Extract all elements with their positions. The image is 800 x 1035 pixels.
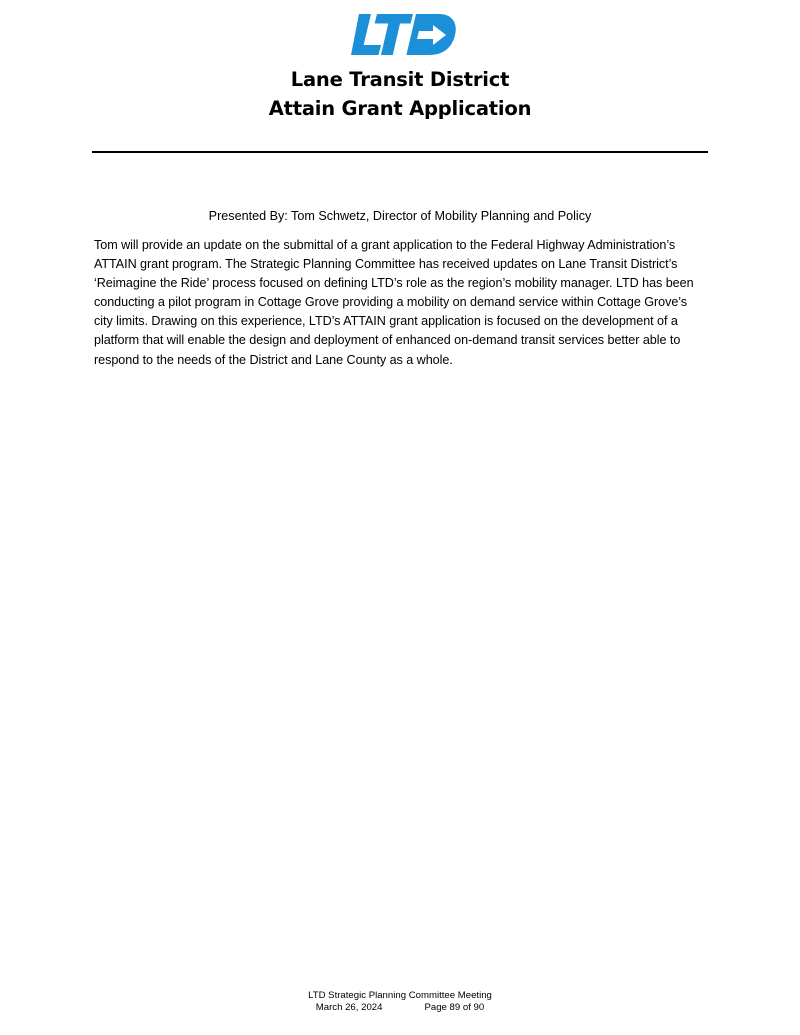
document-title-line-2: Attain Grant Application: [268, 97, 532, 120]
header-divider: [92, 151, 708, 153]
document-title-line-1: Lane Transit District: [290, 68, 510, 91]
ltd-logo-icon: [351, 14, 457, 56]
footer-meeting: LTD Strategic Planning Committee Meeting: [308, 990, 492, 1001]
presenter-line: Presented By: Tom Schwetz, Director of Mobility Planning and Policy: [208, 209, 592, 223]
footer-date-page: [0, 1002, 800, 1013]
body-paragraph: Tom will provide an update on the submittal of a grant application to the Federal Highway Administration’s ATTAIN grant program. The Strategic Planning Committee has received updates on Lane Transit District’s ‘Reimagine the Ride’ process focused on defining LTD’s role as the region’s mobility manager. LTD has been conducting a pilot program in Cottage Grove providing a mobility on demand service within Cottage Grove’s city limits. Drawing on this experience, LTD’s ATTAIN grant application is focused on the development of a platform that will enable the design and deployment of enhanced on-demand transit services better able to respond to the needs of the District and Lane County as a whole.: [94, 238, 694, 367]
footer-page-number: Page 89 of 90: [424, 1002, 485, 1013]
footer-date: March 26, 2024: [315, 1002, 383, 1013]
